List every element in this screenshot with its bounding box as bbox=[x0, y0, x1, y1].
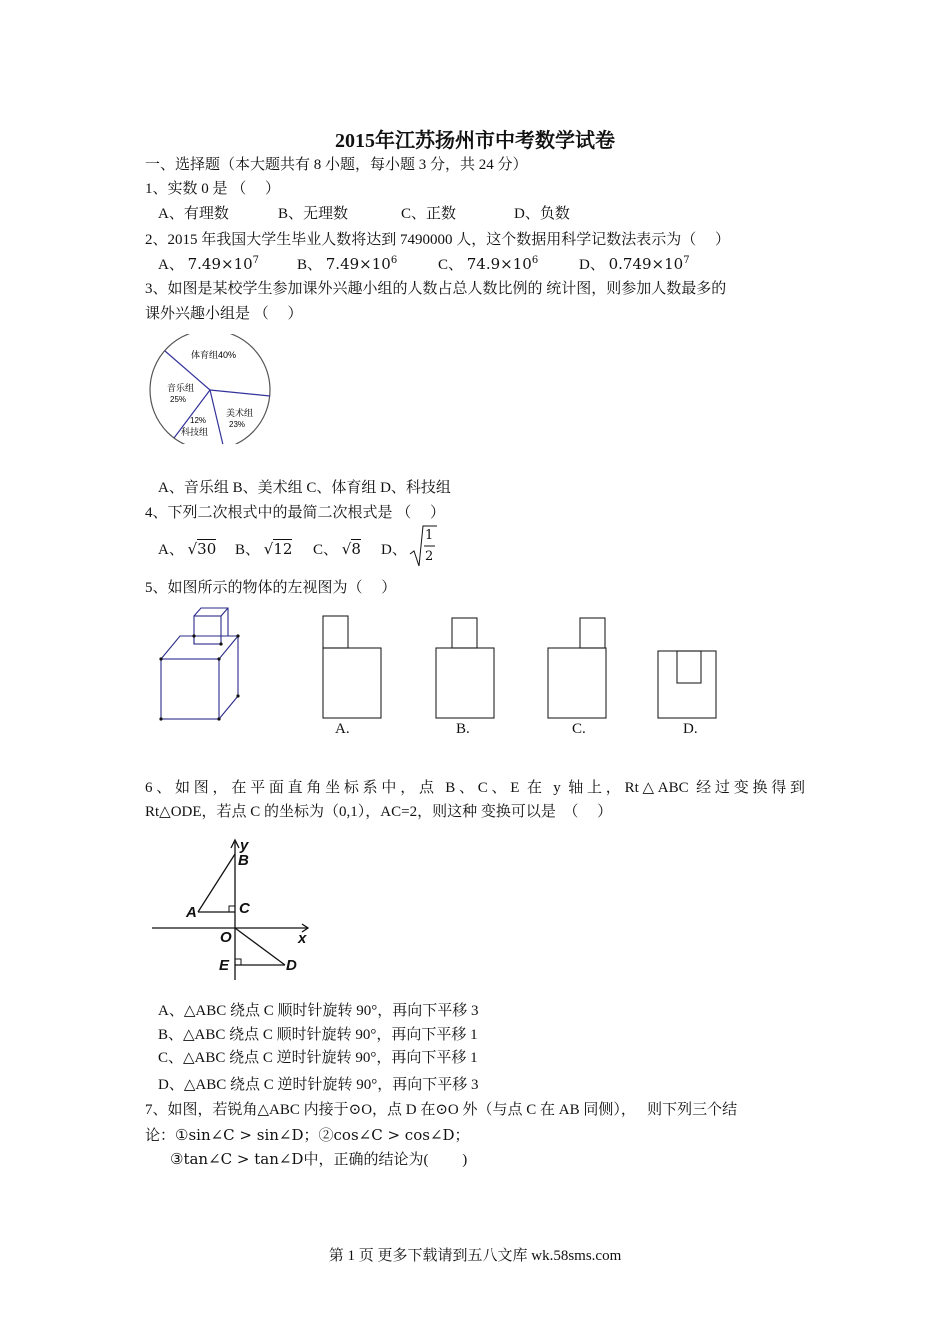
q7-line3-suffix: 中，正确的结论为( ) bbox=[303, 1152, 468, 1168]
view-label-d: D. bbox=[683, 721, 698, 737]
page-footer: 第 1 页 更多下载请到五八文库 wk.58sms.com bbox=[328, 1248, 622, 1264]
q4-option-label: C、 bbox=[313, 542, 339, 558]
q2-option-label: A、 bbox=[158, 257, 184, 273]
q2-option-a bbox=[158, 253, 259, 274]
q1-option-c: C、正数 bbox=[401, 206, 457, 222]
q2-option-c bbox=[438, 253, 538, 274]
q2-option-d bbox=[579, 253, 690, 274]
q2-times: ×10 bbox=[221, 255, 253, 273]
view-option-a-figure bbox=[323, 616, 381, 718]
pie-label-music-pct: 25% bbox=[170, 395, 187, 404]
q2-option-label: B、 bbox=[297, 257, 323, 273]
label-c: C bbox=[239, 900, 250, 917]
pie-chart-figure bbox=[145, 334, 277, 444]
section-heading: 一、选择题（本大题共有 8 小题，每小题 3 分，共 24 分） bbox=[145, 157, 528, 173]
q7-stem-line1: 7、如图，若锐角△ABC 内接于⊙O，点 D 在⊙O 外（与点 C 在 AB 同侧）， 则下列三个结 bbox=[145, 1102, 738, 1118]
q4-fraction-numerator: 1 bbox=[425, 528, 434, 543]
q2-times: ×10 bbox=[500, 255, 532, 273]
label-a: A bbox=[186, 904, 197, 921]
q2-mantissa: 7.49 bbox=[187, 255, 221, 273]
q7-conclusion-2: ②cos∠C > cos∠D； bbox=[318, 1126, 470, 1144]
q7-line2-prefix: 论： bbox=[145, 1128, 176, 1144]
label-d: D bbox=[286, 957, 297, 974]
view-label-a: A. bbox=[335, 721, 350, 737]
q4-radicand: 12 bbox=[273, 540, 293, 558]
big-cube-back-edges bbox=[161, 636, 238, 719]
q6-stem-line1: 6、如图，在平面直角坐标系中，点 B、C、E 在 y 轴上，Rt△ABC 经过变换得到 bbox=[145, 780, 805, 796]
q2-option-b bbox=[297, 253, 397, 274]
q4-option-d-label: D、 bbox=[381, 542, 407, 558]
pie-label-tech-name: 科技组 bbox=[181, 427, 209, 437]
sqrt-icon bbox=[408, 524, 438, 568]
q4-option-d-radical bbox=[408, 524, 438, 568]
q5-stem: 5、如图所示的物体的左视图为（ ） bbox=[145, 580, 397, 596]
q2-stem: 2、2015 年我国大学生毕业人数将达到 7490000 人，这个数据用科学记数法表示为（ ） bbox=[145, 232, 731, 248]
q7-conclusion-3: ③tan∠C > tan∠D bbox=[170, 1150, 304, 1168]
q4-option-b bbox=[235, 538, 292, 559]
vertex-dots bbox=[159, 634, 239, 720]
q4-fraction-denominator: 2 bbox=[425, 549, 434, 564]
pie-label-music-name: 音乐组 bbox=[167, 383, 195, 393]
right-angle-mark-c bbox=[229, 906, 235, 912]
big-cube-edge bbox=[219, 636, 238, 659]
solid-object-figure bbox=[161, 608, 238, 719]
small-cube-edge bbox=[221, 608, 228, 616]
q2-mantissa: 0.749 bbox=[608, 255, 652, 273]
q1-option-a: A、有理数 bbox=[158, 206, 229, 222]
q7-conclusion-1: ①sin∠C > sin∠D； bbox=[175, 1126, 319, 1144]
q6-option-a: A、△ABC 绕点 C 顺时针旋转 90°，再向下平移 3 bbox=[158, 1003, 479, 1019]
q4-radicand: 30 bbox=[197, 540, 217, 558]
pie-label-art-name: 美术组 bbox=[226, 408, 254, 418]
sqrt-icon: √ bbox=[263, 540, 274, 558]
q4-option-a bbox=[158, 538, 216, 559]
pie-label-tech-pct: 12% bbox=[190, 416, 207, 425]
left-view-figures bbox=[150, 605, 750, 745]
segment-ab bbox=[198, 854, 235, 912]
q2-exponent: 7 bbox=[252, 255, 260, 266]
q6-option-b: B、△ABC 绕点 C 顺时针旋转 90°，再向下平移 1 bbox=[158, 1027, 478, 1043]
label-e: E bbox=[219, 957, 230, 974]
q1-option-d: D、负数 bbox=[514, 206, 570, 222]
page-title: 2015年江苏扬州市中考数学试卷 bbox=[335, 130, 615, 152]
segment-od bbox=[235, 928, 285, 965]
q3-options: A、音乐组 B、美术组 C、体育组 D、科技组 bbox=[158, 480, 451, 496]
q6-option-d: D、△ABC 绕点 C 逆时针旋转 90°，再向下平移 3 bbox=[158, 1077, 479, 1093]
view-option-c-figure bbox=[548, 618, 606, 718]
q6-option-c: C、△ABC 绕点 C 逆时针旋转 90°，再向下平移 1 bbox=[158, 1050, 478, 1066]
label-o: O bbox=[220, 929, 232, 946]
q2-mantissa: 7.49 bbox=[325, 255, 360, 273]
small-cube-front bbox=[194, 616, 221, 644]
q7-stem-line2 bbox=[145, 1124, 470, 1145]
q2-option-label: C、 bbox=[438, 257, 464, 273]
q4-option-label: B、 bbox=[235, 542, 261, 558]
q2-option-label: D、 bbox=[579, 257, 605, 273]
view-label-b: B. bbox=[456, 721, 470, 737]
q3-stem-line1: 3、如图是某校学生参加课外兴趣小组的人数占总人数比例的 统计图，则参加人数最多的 bbox=[145, 281, 727, 297]
q2-exponent: 6 bbox=[531, 255, 539, 266]
q6-stem-line2: Rt△ODE，若点 C 的坐标为（0,1），AC=2，则这种 变换可以是 （ ） bbox=[145, 804, 613, 820]
sqrt-icon: √ bbox=[341, 540, 352, 558]
view-option-b-figure bbox=[436, 618, 494, 718]
label-x: x bbox=[298, 930, 307, 947]
q3-stem-line2: 课外兴趣小组是 （ ） bbox=[145, 306, 303, 322]
q4-option-label: A、 bbox=[158, 542, 184, 558]
q2-exponent: 7 bbox=[683, 255, 690, 266]
label-y: y bbox=[240, 837, 249, 854]
q1-stem: 1、实数 0 是 （ ） bbox=[145, 181, 281, 197]
big-cube-front bbox=[161, 659, 219, 719]
q2-times: ×10 bbox=[651, 255, 684, 273]
pie-divider bbox=[210, 390, 270, 396]
view-label-c: C. bbox=[572, 721, 586, 737]
pie-label-sports: 体育组40% bbox=[191, 350, 237, 360]
right-angle-mark-e bbox=[235, 959, 241, 965]
sqrt-icon: √ bbox=[187, 540, 198, 558]
q2-exponent: 6 bbox=[390, 255, 398, 266]
q4-stem: 4、下列二次根式中的最简二次根式是 （ ） bbox=[145, 505, 446, 521]
coordinate-figure bbox=[150, 834, 320, 984]
q4-option-c bbox=[313, 538, 361, 559]
view-option-d-figure bbox=[658, 651, 716, 718]
pie-divider bbox=[210, 390, 224, 444]
q4-radicand: 8 bbox=[351, 540, 361, 558]
q2-times: ×10 bbox=[359, 255, 391, 273]
q7-stem-line3 bbox=[170, 1148, 467, 1169]
small-cube-back-edges bbox=[194, 608, 228, 636]
label-b: B bbox=[238, 852, 249, 869]
q2-mantissa: 74.9 bbox=[466, 255, 501, 273]
pie-label-art-pct: 23% bbox=[229, 420, 246, 429]
q1-option-b: B、无理数 bbox=[278, 206, 349, 222]
